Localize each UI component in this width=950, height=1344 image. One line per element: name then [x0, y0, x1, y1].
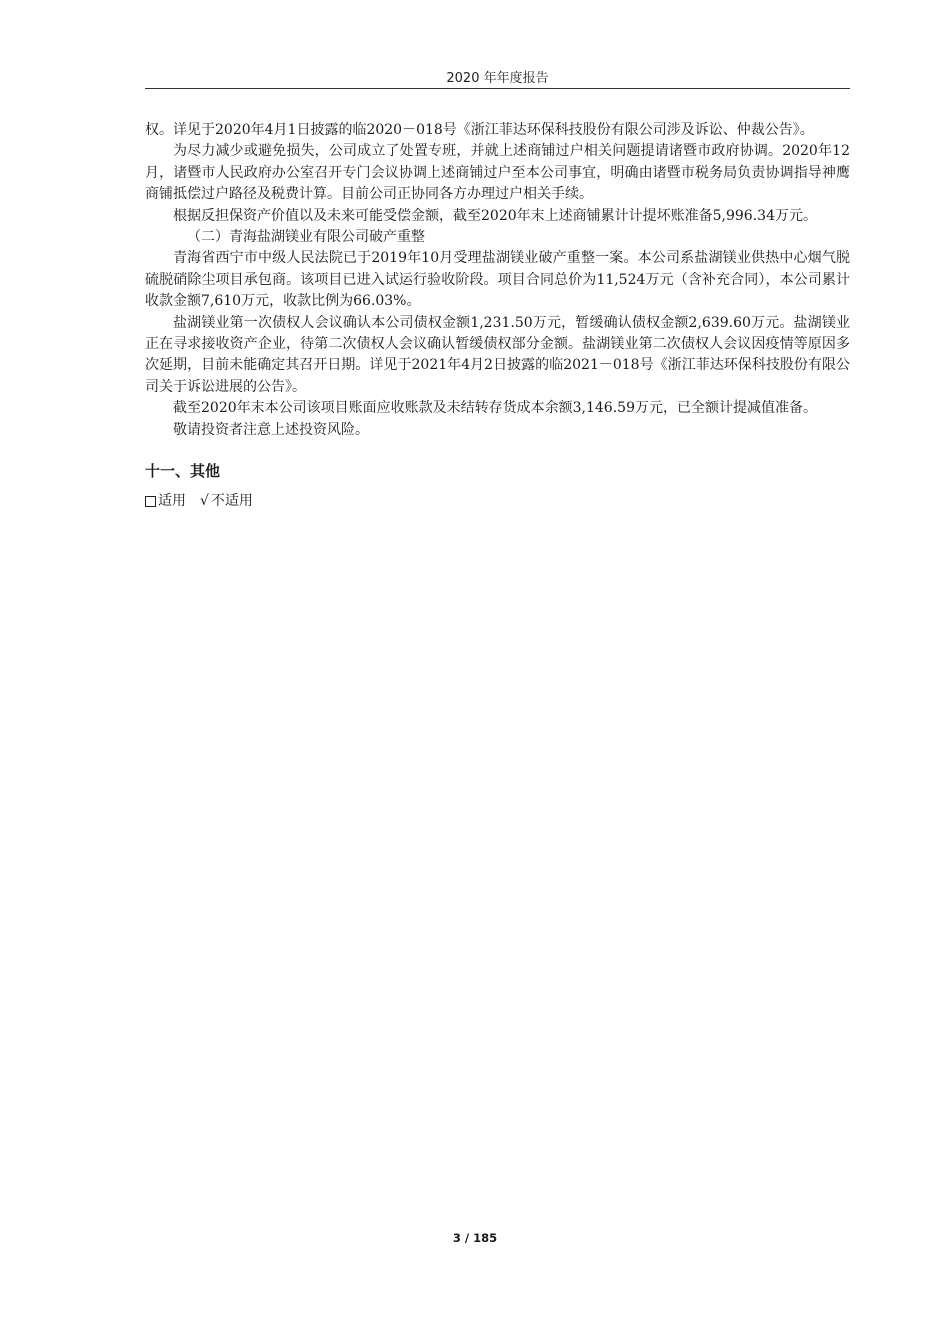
- document-body: [145, 120, 850, 512]
- paragraph-risk-notice: 敬请投资者注意上述投资风险。: [173, 421, 369, 438]
- page-header: [145, 62, 850, 89]
- option-not-applicable: 不适用: [210, 493, 253, 510]
- option-applicable: 适用: [158, 493, 186, 510]
- section-heading: 十一、其他: [145, 462, 221, 481]
- check-mark-icon: √: [200, 493, 209, 510]
- paragraph-bad-debt: 根据反担保资产价值以及未来可能受偿金额，截至2020年末上述商铺累计计提坏账准备5,996.34万元。: [173, 207, 817, 224]
- paragraph-disposal-team: 为尽力减少或避免损失，公司成立了处置专班，并就上述商铺过户相关问题提请诸暨市政府协调。2020年12月，诸暨市人民政府办公室召开专门会议协调上述商铺过户至本公司事宜，明确由诸暨市税务局负责协调指导神鹰商铺抵偿过户路径及税费计算。目前公司正协同各方办理过户相关手续。: [145, 143, 850, 203]
- applicability-options: [145, 490, 850, 512]
- page-number: 3 / 185: [452, 1231, 498, 1245]
- paragraph-bankruptcy: 青海省西宁市中级人民法院已于2019年10月受理盐湖镁业破产重整一案。本公司系盐湖镁业供热中心烟气脱硫脱硝除尘项目承包商。该项目已进入试运行验收阶段。项目合同总价为11,524万元（含补充合同），本公司累计收款金额7,610万元，收款比例为66.03%。: [145, 250, 850, 310]
- paragraph-continuation: 权。详见于2020年4月1日披露的临2020－018号《浙江菲达环保科技股份有限公司涉及诉讼、仲裁公告》。: [145, 122, 814, 138]
- paragraph-impairment: 截至2020年末本公司该项目账面应收账款及未结转存货成本余额3,146.59万元，已全额计提减值准备。: [173, 400, 817, 417]
- checkbox-empty-icon: [145, 496, 156, 507]
- subsection-title: （二）青海盐湖镁业有限公司破产重整: [187, 229, 425, 246]
- header-title: 2020 年年度报告: [446, 71, 549, 86]
- paragraph-creditors-meeting: 盐湖镁业第一次债权人会议确认本公司债权金额1,231.50万元，暂缓确认债权金额2,639.60万元。盐湖镁业正在寻求接收资产企业，待第二次债权人会议确认暂缓债权部分金额。盐湖镁业第二次债权人会议因疫情等原因多次延期，目前未能确定其召开日期。详见于2021年4月2日披露的临2021－018号《浙江菲达环保科技股份有限公司关于诉讼进展的公告》。: [145, 314, 850, 395]
